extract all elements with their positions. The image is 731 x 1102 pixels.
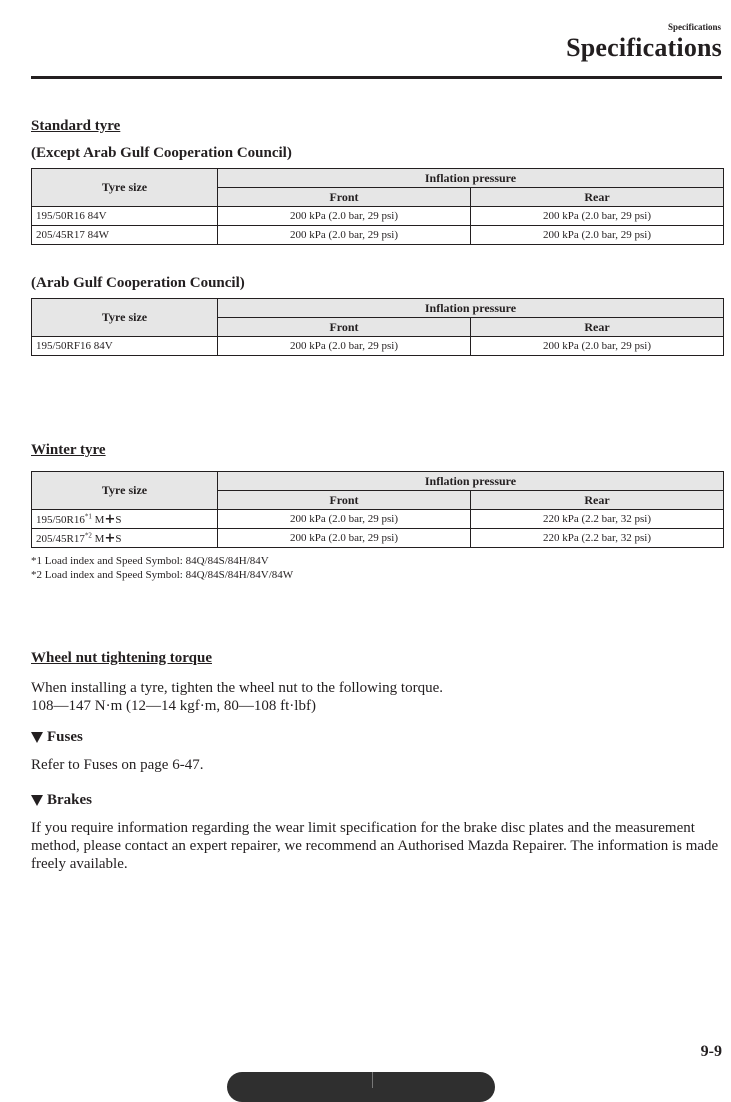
standard-tyre-table-except-gcc <box>31 168 724 245</box>
col-inflation-pressure: Inflation pressure <box>218 472 724 491</box>
standard-tyre-table-gcc <box>31 298 724 356</box>
tyre-size-cell: 205/45R17 84W <box>32 226 218 245</box>
rear-pressure-cell: 200 kPa (2.0 bar, 29 psi) <box>471 337 724 356</box>
winter-tyre-table <box>31 471 724 548</box>
fuses-reference[interactable]: Refer to Fuses on page 6-47. <box>31 757 204 773</box>
table-row <box>32 337 724 356</box>
footnote-2: *2 Load index and Speed Symbol: 84Q/84S/84H/84V/84W <box>31 569 294 581</box>
mud-snow-m: M <box>94 532 105 545</box>
footnotes <box>31 554 723 582</box>
footnote-1: *1 Load index and Speed Symbol: 84Q/84S/84H/84V <box>31 555 269 567</box>
triangle-marker-icon <box>31 795 43 806</box>
table-row <box>32 207 724 226</box>
mud-snow-plus: + <box>104 511 116 527</box>
footnote-ref: *1 <box>84 511 92 520</box>
brakes-heading <box>31 792 723 809</box>
triangle-marker-icon <box>31 732 43 743</box>
page-number: 9-9 <box>700 1043 722 1060</box>
front-pressure-cell: 200 kPa (2.0 bar, 29 psi) <box>218 337 471 356</box>
gcc-subheading: (Arab Gulf Cooperation Council) <box>31 275 245 291</box>
col-inflation-pressure: Inflation pressure <box>218 169 724 188</box>
standard-tyre-heading: Standard tyre <box>31 118 121 134</box>
wheel-nut-instruction: When installing a tyre, tighten the wheel nut to the following torque. <box>31 680 443 696</box>
col-front: Front <box>218 318 471 337</box>
rear-pressure-cell: 220 kPa (2.2 bar, 32 psi) <box>471 510 724 529</box>
front-pressure-cell: 200 kPa (2.0 bar, 29 psi) <box>218 510 471 529</box>
mud-snow-s: S <box>115 532 122 545</box>
page-content <box>31 118 723 873</box>
mud-snow-s: S <box>115 513 122 526</box>
bottom-toolbar[interactable] <box>227 1072 495 1102</box>
except-gcc-subheading: (Except Arab Gulf Cooperation Council) <box>31 145 292 161</box>
brakes-heading-label: Brakes <box>47 792 92 808</box>
rear-pressure-cell: 200 kPa (2.0 bar, 29 psi) <box>471 207 724 226</box>
rear-pressure-cell: 200 kPa (2.0 bar, 29 psi) <box>471 226 724 245</box>
col-rear: Rear <box>471 318 724 337</box>
tyre-size-cell <box>32 510 218 529</box>
col-tyre-size: Tyre size <box>32 169 218 207</box>
wheel-nut-torque-value: 108—147 N·m (12—14 kgf·m, 80—108 ft·lbf) <box>31 698 316 714</box>
mud-snow-m: M <box>94 513 105 526</box>
col-front: Front <box>218 188 471 207</box>
footnote-ref: *2 <box>84 530 92 539</box>
fuses-heading-label: Fuses <box>47 729 83 745</box>
col-rear: Rear <box>471 491 724 510</box>
col-tyre-size: Tyre size <box>32 472 218 510</box>
tyre-size-cell: 195/50R16 84V <box>32 207 218 226</box>
front-pressure-cell: 200 kPa (2.0 bar, 29 psi) <box>218 529 471 548</box>
tyre-size-cell: 195/50RF16 84V <box>32 337 218 356</box>
front-pressure-cell: 200 kPa (2.0 bar, 29 psi) <box>218 207 471 226</box>
tyre-size-cell <box>32 529 218 548</box>
brakes-text: If you require information regarding the wear limit specification for the brake disc plates and the measurement method, please contact an expert repairer, we recommend an Authorised Mazda Repairer. The information is made freely available. <box>31 820 719 872</box>
col-rear: Rear <box>471 188 724 207</box>
table-row <box>32 529 724 548</box>
col-tyre-size: Tyre size <box>32 299 218 337</box>
wheel-nut-heading: Wheel nut tightening torque <box>31 650 212 666</box>
col-front: Front <box>218 491 471 510</box>
mud-snow-plus: + <box>104 530 116 546</box>
tyre-size-text: 195/50R16 <box>36 513 85 526</box>
col-inflation-pressure: Inflation pressure <box>218 299 724 318</box>
toolbar-divider <box>372 1072 373 1088</box>
header-section-label: Specifications <box>668 22 721 32</box>
table-row <box>32 226 724 245</box>
winter-tyre-heading: Winter tyre <box>31 442 106 458</box>
tyre-size-text: 205/45R17 <box>36 532 85 545</box>
page-title: Specifications <box>566 33 722 62</box>
table-row <box>32 510 724 529</box>
rear-pressure-cell: 220 kPa (2.2 bar, 32 psi) <box>471 529 724 548</box>
header-divider <box>31 76 722 79</box>
fuses-heading <box>31 729 723 746</box>
front-pressure-cell: 200 kPa (2.0 bar, 29 psi) <box>218 226 471 245</box>
